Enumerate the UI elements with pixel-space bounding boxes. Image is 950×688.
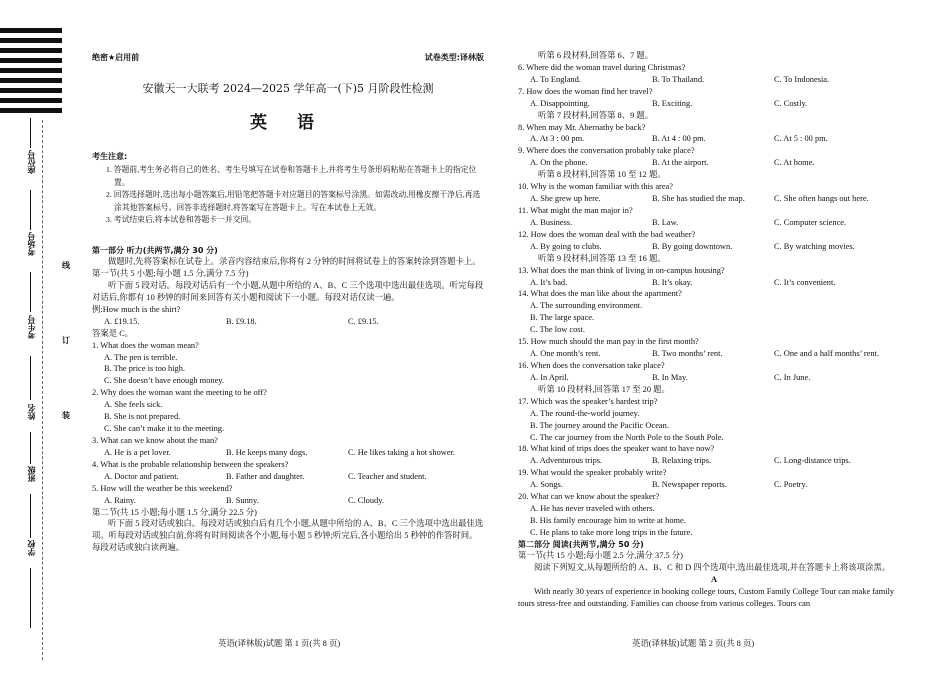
option: A. The pen is terrible. [104,352,178,362]
field-line [30,118,31,148]
exam-title: 安徽天一大联考 2024—2025 学年高一(下)5 月阶段性检测 [142,82,434,96]
question-stem: 16. When does the conversation take place? [518,360,665,370]
option: B. Exciting. [652,98,693,108]
binding-cut-line [42,120,43,660]
options-row [518,193,910,205]
page-2-footer: 英语(译林版)试题 第 2 页(共 8 页) [632,639,755,648]
question-stem: 1. What does the woman mean? [92,340,199,350]
passage-label: A [710,575,718,584]
question-stem: 6. Where did the woman travel during Christmas? [518,62,686,72]
field-line [30,190,31,230]
option: A. She feels sick. [104,400,163,410]
option: C. He likes taking a hot shower. [348,447,455,457]
question-stem: 12. How does the woman deal with the bad weather? [518,229,696,239]
question-stem: 14. What does the man like about the apartment? [518,289,682,299]
option: B. To Thailand. [652,74,705,84]
field-class: 班级 [27,466,36,482]
option: C. She can’t make it to the meeting. [104,424,225,434]
option: A. £19.15. [104,316,140,326]
page-1-footer: 英语(译林版)试题 第 1 页(共 8 页) [218,639,341,648]
option: A. By going to clubs. [530,241,602,251]
question-stem: 20. What can we know about the speaker? [518,492,660,502]
example-options [92,316,484,328]
part1-title: 第一部分 听力(共两节,满分 30 分) [92,245,218,255]
notice-title: 考生注意: [92,152,128,162]
option: A. Business. [530,217,573,227]
listening-instruction: 听第 6 段材料,回答第 6、7 题。 [538,51,654,60]
option: C. The low cost. [530,325,585,335]
option: C. Long-distance trips. [774,456,851,466]
section2-title: 第二节(共 15 小题;每小题 1.5 分,满分 22.5 分) [92,507,257,517]
option: A. The round-the-world journey. [530,408,640,418]
subject-title: 英 语 [250,112,326,133]
question-stem: 19. What would the speaker probably write? [518,468,667,478]
notice-item: 3. 考试结束后,将本试卷和答题卡一并交回。 [106,215,257,225]
question-stem: 11. What might the man major in? [518,205,633,215]
field-line [30,432,31,464]
option: B. £9.18. [226,316,257,326]
option: A. Songs. [530,480,563,490]
option: B. His family encourage him to write at home. [530,515,686,525]
option: C. Costly. [774,98,808,108]
part1-intro: 做题时,先将答案标在试卷上。录音内容结束后,你将有 2 分钟的时间将试卷上的答案转涂到答题卡上。 [108,257,481,267]
option: A. Disappointing. [530,98,590,108]
option: A. He is a pet lover. [104,447,171,457]
question-stem: 7. How does the woman find her travel? [518,86,653,96]
question-stem: 15. How much should the man pay in the first month? [518,337,699,347]
question-stem: 5. How will the weather be this weekend? [92,483,233,493]
options-row [518,348,910,360]
option: C. She doesn’t have enough money. [104,376,225,386]
listening-instruction: 听第 10 段材料,回答第 17 至 20 题。 [538,384,670,394]
page-2 [518,50,910,610]
question-stem: 18. What kind of trips does the speaker want to have now? [518,444,715,454]
option: A. Doctor and patient. [104,471,179,481]
question-stem: 3. What can we know about the man? [92,435,218,445]
option: A. In April. [530,372,569,382]
option: C. In June. [774,372,811,382]
option: A. On the phone. [530,158,588,168]
question-stem: 9. Where does the conversation probably take place? [518,146,695,156]
option: B. In May. [652,372,688,382]
confidential-label: 绝密★启用前 [92,53,140,62]
question-stem: 17. Which was the speaker’s hardest trip? [518,396,658,406]
option: C. Computer science. [774,217,847,227]
option: B. Two months’ rent. [652,349,723,359]
part2-title: 第二部分 阅读(共两节,满分 50 分) [518,539,644,549]
field-line [30,272,31,312]
paper-type-label: 试卷类型:译林版 [424,53,484,62]
section1-title: 第一节(共 5 小题;每小题 1.5 分,满分 7.5 分) [92,269,249,279]
section2-intro: 听下面 5 段对话或独白。每段对话或独白后有几个小题,从题中所给的 A、B、C 三个选项中选出最佳选项。听每段对话或独白前,你将有时间阅读各个小题,每小题 5 秒钟;听完后,各小题给出 5 秒钟的作答时间。每段对话或独白读两遍。 [92,519,484,553]
option: B. Law. [652,217,679,227]
options-row [518,98,910,110]
options-row [518,157,910,169]
cut-word-bind: 订 [62,336,70,345]
options-row [518,133,910,145]
option: B. He keeps many dogs. [226,447,308,457]
notice-item: 2. 回答选择题时,选出每小题答案后,用铅笔把答题卡对应题目的答案标号涂黑。如需改动,用橡皮擦干净后,再选涂其他答案标号。回答非选择题时,将答案写在答题卡上。写在本试卷上无效。 [106,190,481,212]
options-row [518,74,910,86]
cut-word-pack: 装 [62,411,70,420]
page-1 [92,52,484,554]
option: C. One and a half months’ rent. [774,349,879,359]
option: B. The price is too high. [104,364,186,374]
part2-intro: 阅读下列短文,从每题所给的 A、B、C 和 D 四个选项中,选出最佳选项,并在答题卡上将该项涂黑。 [534,563,891,573]
example-answer: 答案是 C。 [92,328,134,338]
listening-instruction: 听第 8 段材料,回答第 10 至 12 题。 [538,170,666,180]
notice-item: 1. 答题前,考生务必将自己的姓名、考生号填写在试卷和答题卡上,并将考生号条形码粘贴在答题卡上的指定位置。 [106,165,477,187]
option: C. By watching movies. [774,241,855,251]
option: B. It’s okay. [652,277,693,287]
option: C. At 5 : 00 pm. [774,134,828,144]
section1-intro: 听下面 5 段对话。每段对话后有一个小题,从题中所给的 A、B、C 三个选项中选出最佳选项。听完每段对话后,你都有 10 秒钟的时间来回答有关小题和阅读下一小题。每段对话仅读一遍。 [92,281,484,302]
option: A. It’s bad. [530,277,568,287]
question-stem: 13. What does the man think of living in on-campus housing? [518,265,725,275]
binding-stripes [0,28,62,118]
option: C. She often hangs out here. [774,194,869,204]
question-stem: 10. Why is the woman familiar with this area? [518,182,673,192]
options-row [92,471,484,483]
listening-instruction: 听第 9 段材料,回答第 13 至 16 题。 [538,253,666,263]
option: C. At home. [774,158,815,168]
passage-text: With nearly 30 years of experience in booking college tours, Custom Family College Tour can make family tours stress-free and outstanding. Families can choose from various colleges. Tours can [518,586,895,608]
option: A. The surrounding environment. [530,301,643,311]
option: A. She grew up here. [530,194,601,204]
option: C. It’s convenient. [774,277,836,287]
options-row [518,217,910,229]
option: A. He has never traveled with others. [530,504,655,514]
option: A. One month’s rent. [530,349,601,359]
field-room-no: 考场号 [27,232,36,256]
option: A. At 3 : 00 pm. [530,134,585,144]
option: C. Poetry. [774,480,808,490]
question-stem: 8. When may Mr. Abernathy be back? [518,122,646,132]
options-row [92,447,484,459]
field-student-no: 考生号 [27,315,36,339]
listening-instruction: 听第 7 段材料,回答第 8、9 题。 [538,110,654,120]
option: B. Relaxing trips. [652,456,712,466]
option: B. By going downtown. [652,241,733,251]
part2-section1-title: 第一节(共 15 小题;每小题 2.5 分,满分 37.5 分) [518,551,683,561]
option: B. She has studied the map. [652,194,745,204]
option: C. £9.15. [348,316,379,326]
options-row [518,277,910,289]
option: C. Cloudy. [348,495,384,505]
options-row [518,479,910,491]
options-row [518,372,910,384]
option: C. Teacher and student. [348,471,427,481]
option: A. Adventurous trips. [530,456,603,466]
option: C. To Indonesia. [774,74,830,84]
field-line [30,568,31,628]
question-list-1 [92,340,484,507]
field-school: 学校 [27,540,36,556]
option: B. She is not prepared. [104,412,181,422]
option: B. Newspaper reports. [652,480,727,490]
option: C. The car journey from the North Pole to the South Pole. [530,432,724,442]
option: B. The large space. [530,313,595,323]
field-line [30,494,31,538]
field-line [30,356,31,400]
option: B. Sunny. [226,495,259,505]
option: B. Father and daughter. [226,471,305,481]
options-row [92,495,484,507]
option: C. He plans to take more long trips in the future. [530,527,693,537]
field-name: 姓名 [27,404,36,420]
question-stem: 4. What is the probable relationship between the speakers? [92,459,289,469]
option: A. Rainy. [104,495,136,505]
question-list-2 [518,50,910,539]
question-stem: 2. Why does the woman want the meeting to be off? [92,388,267,398]
options-row [518,455,910,467]
page-header [92,52,484,63]
notice-block [92,151,484,227]
cut-word-line: 线 [62,261,70,270]
option: B. At 4 : 00 pm. [652,134,706,144]
option: B. The journey around the Pacific Ocean. [530,420,669,430]
field-seat-no: 座位号 [27,150,36,174]
options-row [518,241,910,253]
example-question: 例:How much is the shirt? [92,304,181,314]
option: A. To England. [530,74,581,84]
option: B. At the airport. [652,158,709,168]
